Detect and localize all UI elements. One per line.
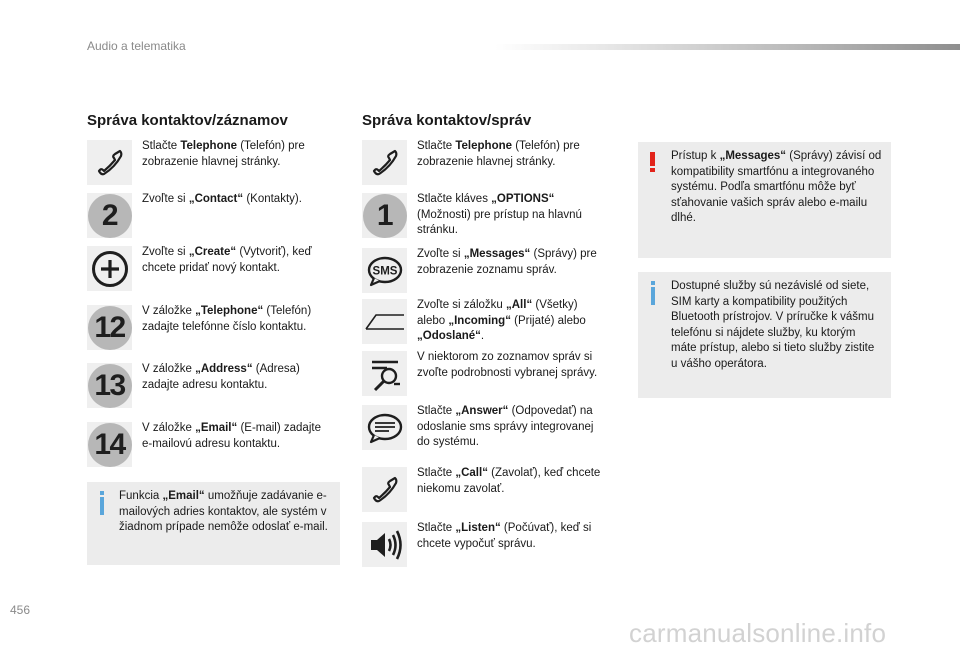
left-step-email-text: V záložke „Email“ (E-mail) zadajte e-mailovú adresu kontaktu.: [142, 422, 321, 450]
left-column-title: Správa kontaktov/záznamov: [87, 112, 288, 129]
badge-1-tile: [362, 193, 407, 238]
details-tile: [362, 351, 407, 396]
left-step-phone-number: [87, 305, 332, 350]
step-number-badge: 13: [88, 364, 132, 408]
mid-step-options-text: Stlačte kláves „OPTIONS“ (Možnosti) pre prístup na hlavnú stránku.: [417, 193, 582, 236]
header-gradient-bar: [495, 44, 960, 50]
answer-message-icon: [365, 408, 405, 448]
page-number: 456: [10, 603, 31, 617]
messages-warning-note: Prístup k „Messages“ (Správy) závisí od kompatibility smartfónu a integrovaného systému. Podľa smartfónu môže byť sťahovanie vašich správ alebo e-mailu dlhé.: [638, 142, 891, 258]
telephone-icon: [365, 470, 405, 510]
telephone-tile: [87, 140, 132, 185]
plus-icon: [92, 251, 128, 287]
message-details-icon: [365, 354, 405, 394]
mid-step-details: [362, 351, 607, 396]
site-watermark: carmanualsonline.info: [629, 618, 887, 648]
left-step-telephone-text: Stlačte Telephone (Telefón) pre zobrazenie hlavnej stránky.: [142, 140, 305, 168]
call-tile: [362, 467, 407, 512]
sms-bubble-icon: [365, 251, 405, 291]
telephone-icon: [90, 143, 130, 183]
left-step-email: [87, 422, 332, 467]
services-info-note: Dostupné služby sú nezávislé od siete, SIM karty a kompatibility použitých Bluetooth prístrojov. V príručke k vášmu telefónu si nájdete služby, ku ktorým máte prístup, alebo si tieto služby zistite u vášho operátora.: [638, 272, 891, 398]
mid-step-telephone-text: Stlačte Telephone (Telefón) pre zobrazenie hlavnej stránky.: [417, 140, 580, 168]
telephone-icon: [365, 143, 405, 183]
left-step-phone-number-text: V záložke „Telephone“ (Telefón) zadajte telefónne číslo kontaktu.: [142, 305, 312, 333]
step-number-badge: 2: [88, 194, 132, 238]
mid-step-details-text: V niektorom zo zoznamov správ si zvoľte podrobnosti vybranej správy.: [417, 351, 598, 379]
mid-step-call-text: Stlačte „Call“ (Zavolať), keď chcete niekomu zavolať.: [417, 467, 601, 495]
info-icon: [100, 491, 104, 517]
email-info-note: Funkcia „Email“ umožňuje zadávanie e-mailových adries kontaktov, ale systém v žiadnom prípade nemôže odoslať e-mail.: [87, 482, 340, 565]
badge-2-tile: [87, 193, 132, 238]
plus-tile: [87, 246, 132, 291]
left-step-contact: [87, 193, 332, 238]
mid-step-call: [362, 467, 607, 512]
mid-step-listen-text: Stlačte „Listen“ (Počúvať), keď si chcete vypočuť správu.: [417, 522, 592, 550]
mid-step-options: [362, 193, 607, 239]
step-number-badge: 1: [363, 194, 407, 238]
mid-step-telephone: [362, 140, 607, 185]
answer-tile: [362, 405, 407, 450]
mid-step-answer-text: Stlačte „Answer“ (Odpovedať) na odoslanie sms správy integrovanej do systému.: [417, 405, 594, 448]
middle-column-title: Správa kontaktov/správ: [362, 112, 532, 129]
left-step-create-text: Zvoľte si „Create“ (Vytvoriť), keď chcete pridať nový kontakt.: [142, 246, 312, 274]
sms-tile: [362, 248, 407, 293]
mid-step-tab: [362, 299, 607, 345]
left-step-contact-text: Zvoľte si „Contact“ (Kontakty).: [142, 193, 302, 205]
speaker-icon: [365, 525, 405, 565]
info-icon: [651, 281, 655, 307]
mid-step-answer: [362, 405, 607, 451]
badge-13-tile: [87, 363, 132, 408]
listen-tile: [362, 522, 407, 567]
badge-12-tile: [87, 305, 132, 350]
left-step-create: [87, 246, 332, 291]
mid-step-listen: [362, 522, 607, 567]
section-header: Audio a telematika: [87, 39, 186, 53]
left-step-address-text: V záložke „Address“ (Adresa) zadajte adresu kontaktu.: [142, 363, 300, 391]
mid-step-messages: [362, 248, 607, 293]
left-step-address: [87, 363, 332, 408]
badge-14-tile: [87, 422, 132, 467]
telephone-tile: [362, 140, 407, 185]
step-number-badge: 14: [88, 423, 132, 467]
tab-icon: [364, 302, 406, 342]
left-step-telephone: [87, 140, 332, 185]
mid-step-messages-text: Zvoľte si „Messages“ (Správy) pre zobrazenie zoznamu správ.: [417, 248, 597, 276]
tab-tile: [362, 299, 407, 344]
warning-icon: [650, 152, 655, 172]
sms-label: SMS: [372, 265, 397, 277]
step-number-badge: 12: [88, 306, 132, 350]
mid-step-tab-text: Zvoľte si záložku „All“ (Všetky) alebo „Incoming“ (Prijaté) alebo „Odoslané“.: [417, 299, 586, 342]
